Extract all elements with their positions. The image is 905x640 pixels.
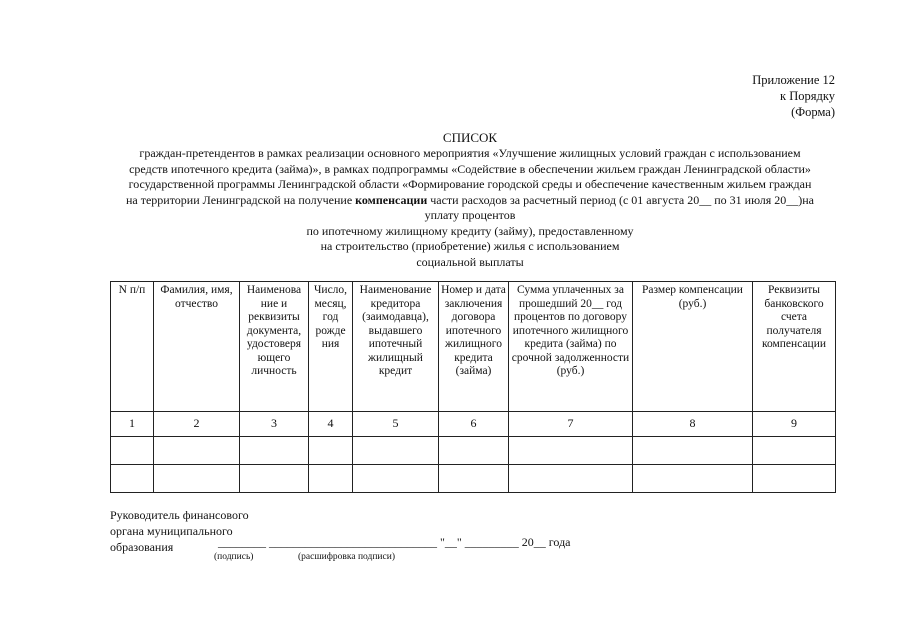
appendix-number: Приложение 12 bbox=[752, 73, 835, 87]
title-line-4-end: части расходов за расчетный период (с 01 августа 20__ по 31 июля 20__)на bbox=[427, 192, 815, 207]
column-number: 4 bbox=[309, 412, 353, 437]
table-cell bbox=[111, 437, 154, 465]
table-cell bbox=[509, 465, 633, 493]
table-cell bbox=[154, 437, 240, 465]
header-interest-paid: Сумма уплаченных за прошедший 20__ год процентов по договору ипотечного жилищного кредита (займа) по срочной задолженности (руб.) bbox=[509, 282, 633, 412]
title-line-4-bold: компенсации bbox=[355, 192, 428, 207]
title-line-2: средств ипотечного кредита (займа)», в рамках подпрограммы «Содействие в обеспечении жильем граждан Ленинградской области» bbox=[129, 161, 811, 176]
appendix-form-label: (Форма) bbox=[791, 105, 835, 119]
title-line-1: граждан-претендентов в рамках реализации основного мероприятия «Улучшение жилищных условий граждан с использованием bbox=[139, 146, 801, 160]
table-cell bbox=[353, 437, 439, 465]
table-cell bbox=[154, 465, 240, 493]
column-number: 6 bbox=[439, 412, 509, 437]
title-line-4 bbox=[100, 193, 840, 209]
table-header-row bbox=[111, 282, 836, 412]
table-column-numbers-row bbox=[111, 412, 836, 437]
applicants-table bbox=[110, 281, 836, 493]
header-id-document: Наименова ние и реквизиты документа, удостоверя ющего личность bbox=[240, 282, 309, 412]
header-contract: Номер и дата заключения договора ипотечного жилищного кредита (займа) bbox=[439, 282, 509, 412]
table-cell bbox=[309, 465, 353, 493]
column-number: 8 bbox=[633, 412, 753, 437]
table-cell bbox=[509, 437, 633, 465]
signature-role-line-2: органа муниципального bbox=[110, 524, 233, 538]
title-line-7: на строительство (приобретение) жилья с использованием bbox=[320, 239, 620, 253]
title-line-4-start: на территории Ленинградской на получение bbox=[125, 192, 356, 207]
appendix-note bbox=[752, 72, 835, 120]
column-number: 3 bbox=[240, 412, 309, 437]
signature-decode-caption: (расшифровка подписи) bbox=[298, 552, 395, 562]
title-line-8: социальной выплаты bbox=[416, 254, 524, 269]
table-cell bbox=[111, 465, 154, 493]
table-cell bbox=[439, 437, 509, 465]
table-row bbox=[111, 437, 836, 465]
table-cell bbox=[240, 465, 309, 493]
column-number: 2 bbox=[154, 412, 240, 437]
signature-role-line-3: образования bbox=[110, 540, 174, 554]
table-cell bbox=[633, 465, 753, 493]
column-number: 7 bbox=[509, 412, 633, 437]
header-compensation-amount: Размер компенсации (руб.) bbox=[633, 282, 753, 412]
appendix-reference: к Порядку bbox=[780, 89, 835, 103]
table-cell bbox=[309, 437, 353, 465]
signature-role-line-1: Руководитель финансового bbox=[110, 508, 249, 522]
signature-caption: (подпись) bbox=[214, 552, 254, 562]
header-full-name: Фамилия, имя, отчество bbox=[154, 282, 240, 412]
signature-fill-line: ________ ____________________________ "__" _________ 20__ года bbox=[218, 535, 571, 549]
page-title: СПИСОК bbox=[442, 130, 498, 145]
header-creditor: Наименование кредитора (заимодавца), выдавшего ипотечный жилищный кредит bbox=[353, 282, 439, 412]
header-birth-date: Число, месяц, год рожде ния bbox=[309, 282, 353, 412]
title-line-6: по ипотечному жилищному кредиту (займу), предоставленному bbox=[306, 223, 634, 238]
table-row bbox=[111, 465, 836, 493]
column-number: 5 bbox=[353, 412, 439, 437]
table-cell bbox=[753, 465, 836, 493]
table-cell bbox=[753, 437, 836, 465]
header-bank-account: Реквизиты банковского счета получателя компенсации bbox=[753, 282, 836, 412]
header-number: N п/п bbox=[111, 282, 154, 412]
column-number: 1 bbox=[111, 412, 154, 437]
title-line-3: государственной программы Ленинградской области «Формирование городской среды и обеспечение качественным жильем граждан bbox=[128, 177, 812, 191]
table-cell bbox=[240, 437, 309, 465]
column-number: 9 bbox=[753, 412, 836, 437]
table-cell bbox=[353, 465, 439, 493]
document-title bbox=[100, 130, 840, 270]
table-cell bbox=[439, 465, 509, 493]
title-line-5: уплату процентов bbox=[424, 208, 516, 222]
table-cell bbox=[633, 437, 753, 465]
